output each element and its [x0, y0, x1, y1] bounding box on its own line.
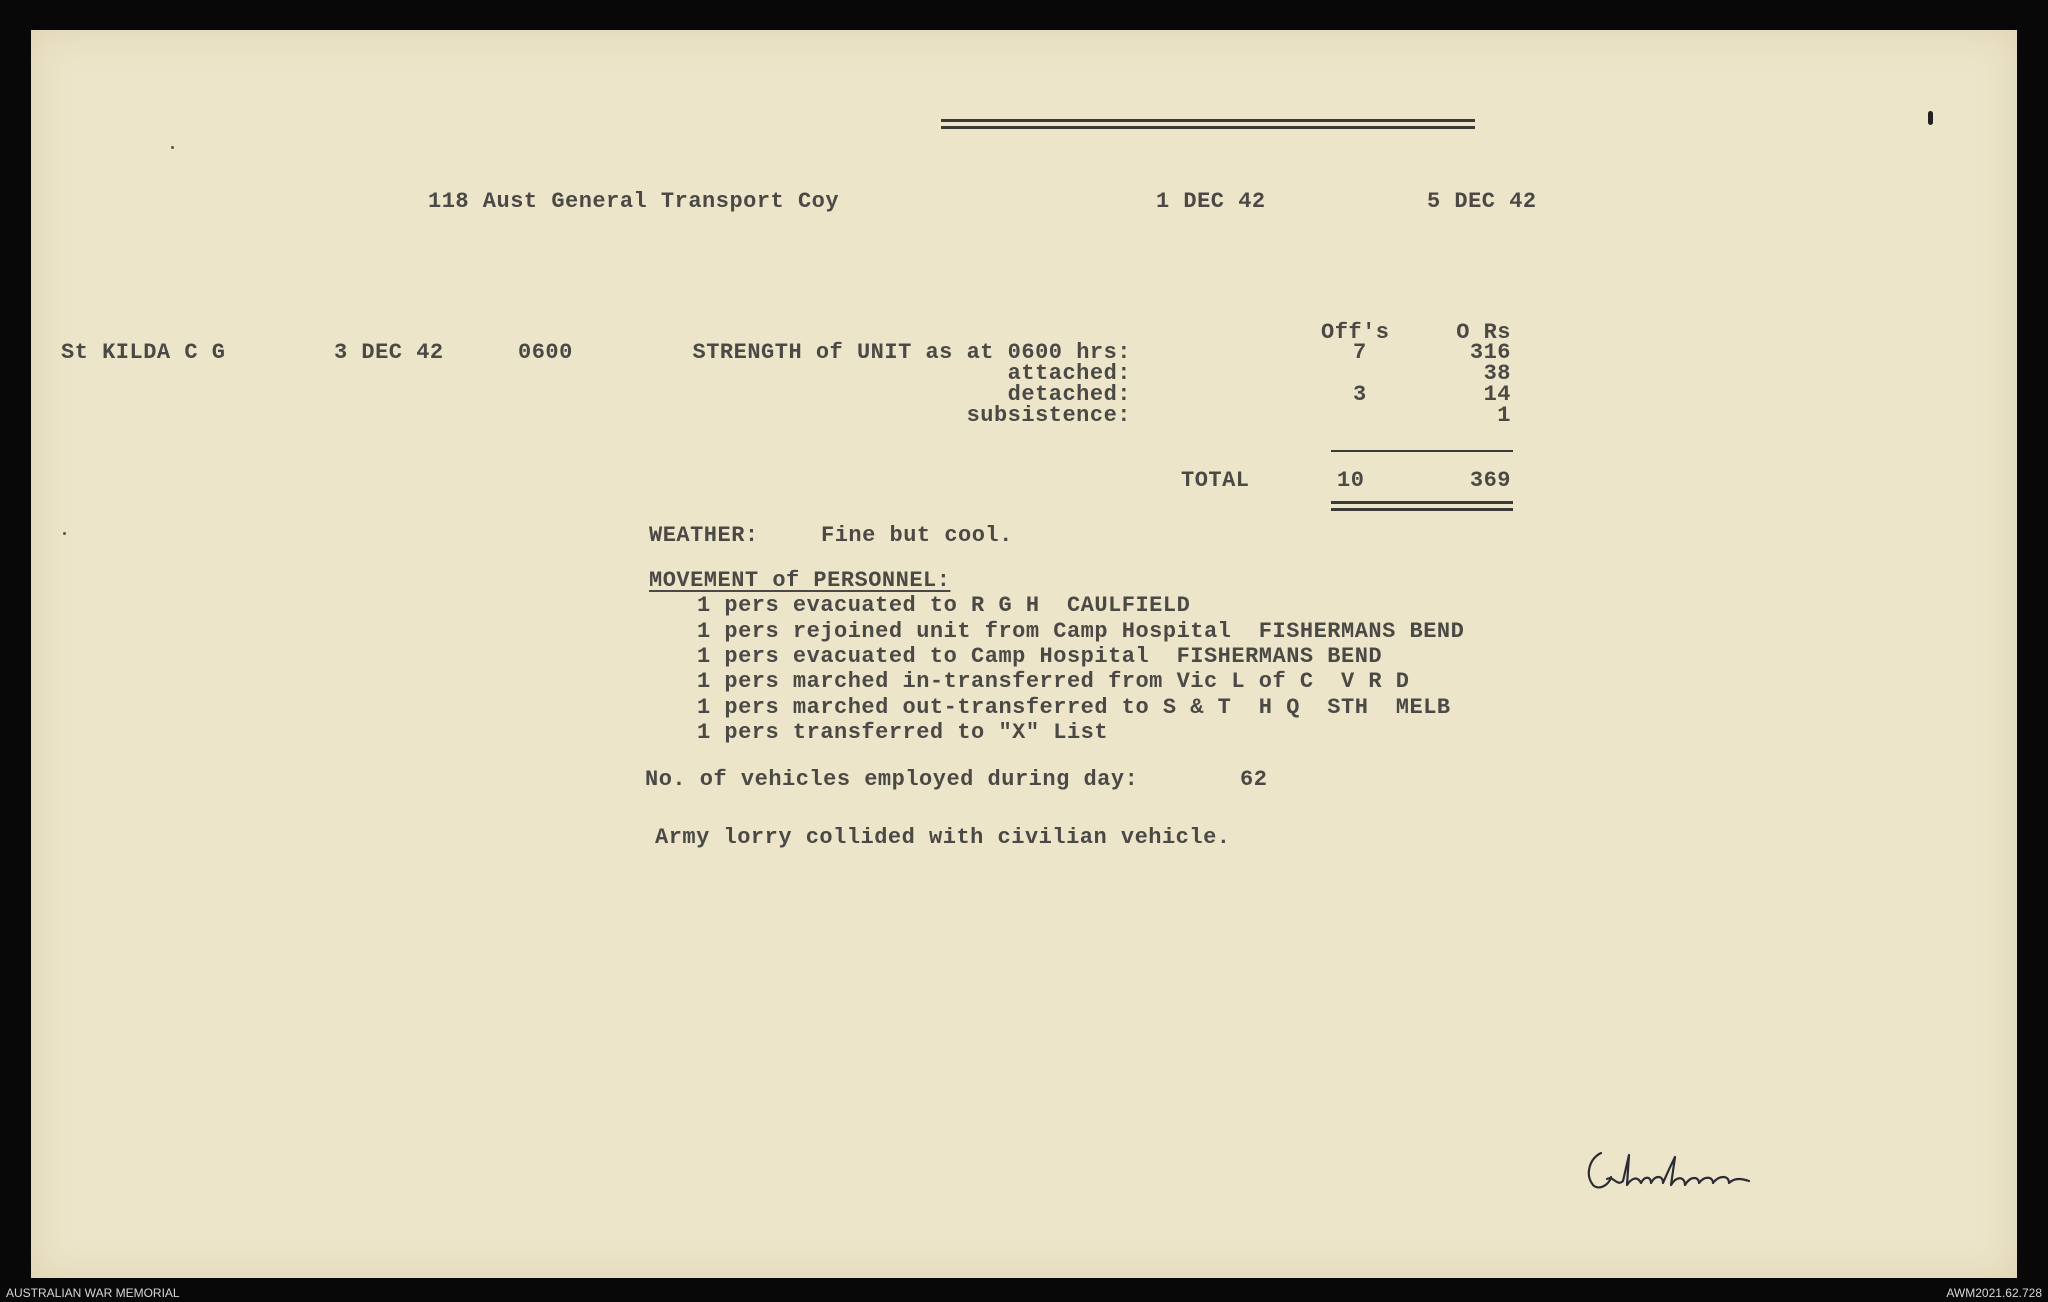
total-ors: 369 — [1469, 468, 1511, 493]
movement-item: 1 pers evacuated to Camp Hospital FISHERMANS BEND — [697, 644, 1383, 669]
unit-name: 118 Aust General Transport Coy — [428, 189, 840, 214]
movement-item: 1 pers evacuated to R G H CAULFIELD — [697, 593, 1191, 618]
remark: Army lorry collided with civilian vehicle. — [655, 825, 1231, 850]
strength-offs-0: 7 — [1353, 340, 1367, 365]
strength-label-1: attached: — [1007, 361, 1131, 386]
paper-mark — [1928, 111, 1933, 125]
total-label: TOTAL — [1181, 468, 1250, 493]
total-rule-top — [1331, 450, 1513, 452]
entry-date: 3 DEC 42 — [334, 340, 444, 365]
strength-label-0: STRENGTH of UNIT as at 0600 hrs: — [692, 340, 1131, 365]
date-from: 1 DEC 42 — [1156, 189, 1266, 214]
date-to: 5 DEC 42 — [1427, 189, 1537, 214]
weather-label: WEATHER: — [649, 523, 759, 548]
strength-ors-0: 316 — [1469, 340, 1511, 365]
header-rule — [941, 119, 1475, 129]
strength-ors-3: 1 — [1497, 403, 1511, 428]
col-ors-header: O Rs — [1456, 320, 1511, 345]
footer-left: AUSTRALIAN WAR MEMORIAL — [6, 1286, 180, 1300]
signature — [1579, 1145, 1779, 1209]
strength-ors-2: 14 — [1483, 382, 1511, 407]
weather-text: Fine but cool. — [821, 523, 1013, 548]
col-offs-header: Off's — [1321, 320, 1390, 345]
strength-label-2: detached: — [1007, 382, 1131, 407]
total-rule-bottom — [1331, 501, 1513, 511]
document-page — [31, 30, 2017, 1278]
movement-item: 1 pers marched in-transferred from Vic L of C V R D — [697, 669, 1410, 694]
movement-item: 1 pers marched out-transferred to S & T H Q STH MELB — [697, 695, 1451, 720]
paper-mark — [63, 532, 66, 535]
strength-offs-2: 3 — [1353, 382, 1367, 407]
vehicles-count: 62 — [1240, 767, 1268, 792]
entry-place: St KILDA C G — [61, 340, 226, 365]
paper-mark — [171, 146, 174, 149]
movement-item: 1 pers transferred to "X" List — [697, 720, 1109, 745]
movement-item: 1 pers rejoined unit from Camp Hospital FISHERMANS BEND — [697, 619, 1465, 644]
footer-right: AWM2021.62.728 — [1946, 1286, 2042, 1300]
vehicles-label: No. of vehicles employed during day: — [645, 767, 1139, 792]
entry-time: 0600 — [518, 340, 573, 365]
strength-ors-1: 38 — [1483, 361, 1511, 386]
total-offs: 10 — [1337, 468, 1365, 493]
strength-label-3: subsistence: — [966, 403, 1131, 428]
movement-heading: MOVEMENT of PERSONNEL: — [649, 568, 951, 593]
